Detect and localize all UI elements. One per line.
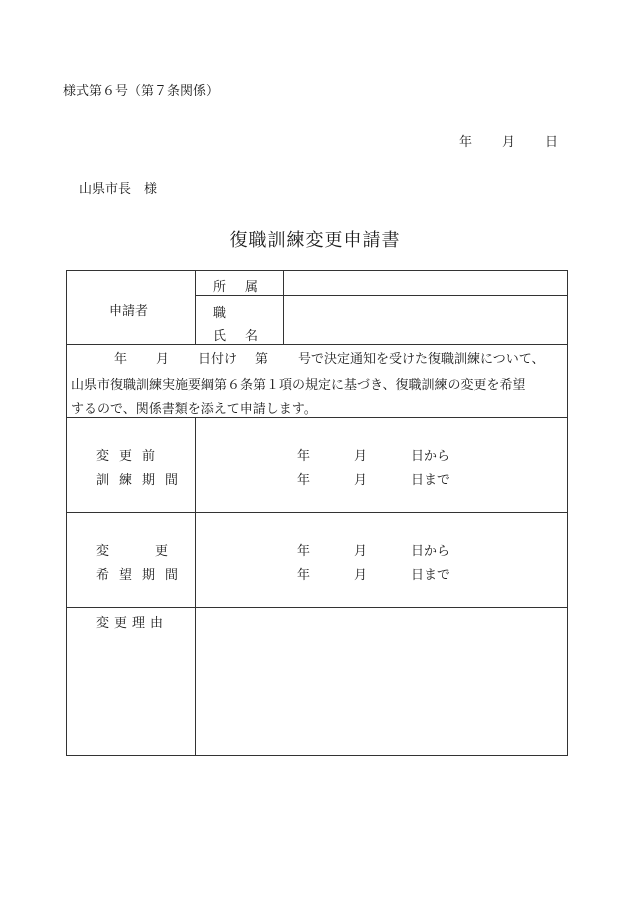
requested-from-day: 日から <box>411 544 451 559</box>
before-period-label-1: 変更前 <box>96 449 166 464</box>
date-year-label: 年 <box>459 135 473 150</box>
before-to-day: 日まで <box>411 473 451 488</box>
statement-line-1: 号で決定通知を受けた復職訓練について、 <box>298 352 545 367</box>
before-from-year: 年 <box>297 449 311 464</box>
before-from-day: 日から <box>411 449 451 464</box>
statement-line-2: 山県市復職訓練実施要綱第６条第１項の規定に基づき、復職訓練の変更を希望 <box>71 378 526 393</box>
statement-month: 月 <box>156 352 170 367</box>
statement-line-3: するので、関係書類を添えて申請します。 <box>71 402 317 417</box>
divider <box>67 607 568 608</box>
before-to-month: 月 <box>354 473 368 488</box>
statement-day: 日付け <box>198 352 238 367</box>
divider <box>195 295 568 296</box>
position-label: 職 <box>213 306 227 321</box>
document-title: 復職訓練変更申請書 <box>229 230 401 251</box>
requested-period-label-2: 希望期間 <box>96 568 189 583</box>
date-day-label: 日 <box>545 135 559 150</box>
date-month-label: 月 <box>502 135 516 150</box>
reason-label: 変更理由 <box>96 616 169 631</box>
before-to-year: 年 <box>297 473 311 488</box>
applicant-label: 申請者 <box>109 304 149 319</box>
requested-to-month: 月 <box>354 568 368 583</box>
divider <box>67 417 568 418</box>
requested-period-label-1: 変更 <box>96 544 215 559</box>
before-from-month: 月 <box>354 449 368 464</box>
statement-year: 年 <box>114 352 128 367</box>
affiliation-label: 所属 <box>213 280 278 295</box>
divider <box>195 417 196 756</box>
divider <box>283 271 284 344</box>
requested-from-month: 月 <box>354 544 368 559</box>
name-label: 氏名 <box>213 329 278 344</box>
statement-number-prefix: 第 <box>255 352 269 367</box>
divider <box>67 344 568 345</box>
divider <box>195 271 196 344</box>
divider <box>67 512 568 513</box>
form-number: 様式第６号（第７条関係） <box>63 84 220 99</box>
requested-to-day: 日まで <box>411 568 451 583</box>
before-period-label-2: 訓練期間 <box>96 473 189 488</box>
application-form-table <box>66 270 568 756</box>
requested-to-year: 年 <box>297 568 311 583</box>
addressee: 山県市長 様 <box>79 182 158 197</box>
requested-from-year: 年 <box>297 544 311 559</box>
